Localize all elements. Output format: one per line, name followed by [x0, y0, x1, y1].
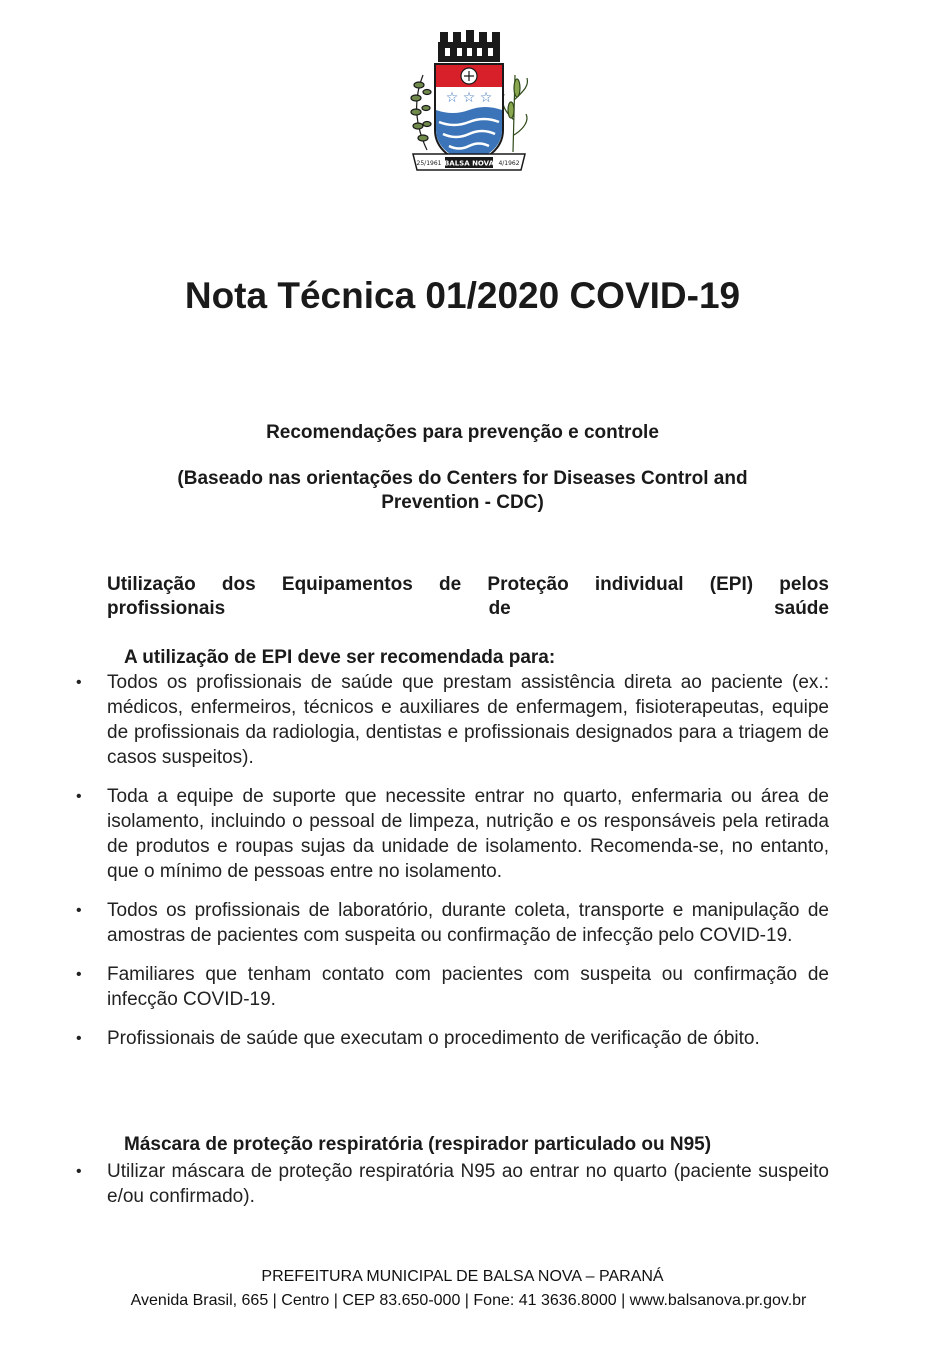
heading-word: profissionais: [107, 598, 226, 619]
list-item-text: Todos os profissionais de laboratório, durante coleta, transporte e manipulação de amostras de pacientes com suspeita ou confirmação de infecção pelo COVID-19.: [107, 900, 829, 946]
svg-text:BALSA NOVA: BALSA NOVA: [443, 159, 495, 168]
mask-section-heading: Máscara de proteção respiratória (respirador particulado ou N95): [124, 1134, 712, 1155]
subtitle: Recomendações para prevenção e controle: [266, 422, 659, 443]
bullet-icon: •: [76, 966, 82, 983]
bullet-icon: •: [76, 1030, 82, 1047]
svg-text:4/1962: 4/1962: [498, 160, 520, 167]
footer-address: Avenida Brasil, 665 | Centro | CEP 83.650-000 | Fone: 41 3636.8000 | www.balsanova.pr.gov.br: [130, 1292, 807, 1309]
heading-word: Equipamentos: [281, 574, 413, 595]
list-item: [0, 784, 829, 884]
heading-word: Proteção: [487, 574, 569, 595]
list-item-text: Profissionais de saúde que executam o procedimento de verificação de óbito.: [107, 1028, 760, 1049]
shield-icon: [435, 64, 503, 164]
list-item-text: Todos os profissionais de saúde que prestam assistência direta ao paciente (ex.: médicos, enfermeiros, técnicos e auxiliares de enfermagem, fisioterapeutas, equipe de profissionais da radiologia, dentistas e profissionais designados para a triagem de casos suspeitos).: [107, 672, 829, 768]
document-title: Nota Técnica 01/2020 COVID-19: [184, 275, 741, 316]
svg-text:25/1961: 25/1961: [416, 160, 442, 167]
epi-heading-line-2: [107, 597, 829, 621]
mask-recommendation-list: [0, 1159, 829, 1209]
epi-heading-line-1: [107, 573, 829, 597]
epi-section-heading: [107, 573, 829, 621]
heading-word: Utilização: [107, 574, 196, 595]
heading-word: individual: [594, 574, 684, 595]
svg-text:☆ ☆ ☆: ☆ ☆ ☆: [445, 90, 493, 106]
source-note: [0, 467, 925, 515]
heading-word: dos: [221, 574, 256, 595]
crown-icon: [438, 30, 500, 62]
footer-institution: PREFEITURA MUNICIPAL DE BALSA NOVA – PARANÁ: [261, 1268, 664, 1285]
list-item: [0, 1159, 829, 1209]
ribbon-banner: [413, 154, 525, 170]
coat-of-arms-logo: [405, 30, 533, 180]
list-item: [0, 962, 829, 1012]
heading-word: de: [488, 598, 511, 619]
leaf-branch-icon: [411, 75, 431, 150]
list-item-text: Utilizar máscara de proteção respiratória N95 ao entrar no quarto (paciente suspeito e/ou confirmado).: [107, 1161, 829, 1207]
bullet-icon: •: [76, 788, 82, 805]
heading-word: (EPI): [709, 574, 754, 595]
list-item: [0, 1026, 829, 1051]
bullet-icon: •: [76, 902, 82, 919]
list-item: [0, 898, 829, 948]
corn-plant-icon: [503, 75, 528, 152]
list-item-text: Toda a equipe de suporte que necessite entrar no quarto, enfermaria ou área de isolamento, incluindo o pessoal de limpeza, nutrição e os responsáveis pela retirada de produtos e roupas sujas da unidade de isolamento. Recomenda-se, no entanto, que o mínimo de pessoas entre no isolamento.: [107, 786, 829, 882]
heading-word: pelos: [779, 574, 829, 595]
epi-recommendation-list: [0, 670, 829, 1065]
list-item: [0, 670, 829, 770]
bullet-icon: •: [76, 674, 82, 691]
source-note-line-1: (Baseado nas orientações do Centers for Diseases Control and: [177, 468, 748, 489]
epi-list-intro: A utilização de EPI deve ser recomendada para:: [124, 647, 556, 668]
source-note-line-2: Prevention - CDC): [381, 492, 544, 513]
heading-word: de: [439, 574, 462, 595]
heading-word: saúde: [774, 598, 829, 619]
bullet-icon: •: [76, 1163, 82, 1180]
list-item-text: Familiares que tenham contato com pacientes com suspeita ou confirmação de infecção COVID-19.: [107, 964, 829, 1010]
